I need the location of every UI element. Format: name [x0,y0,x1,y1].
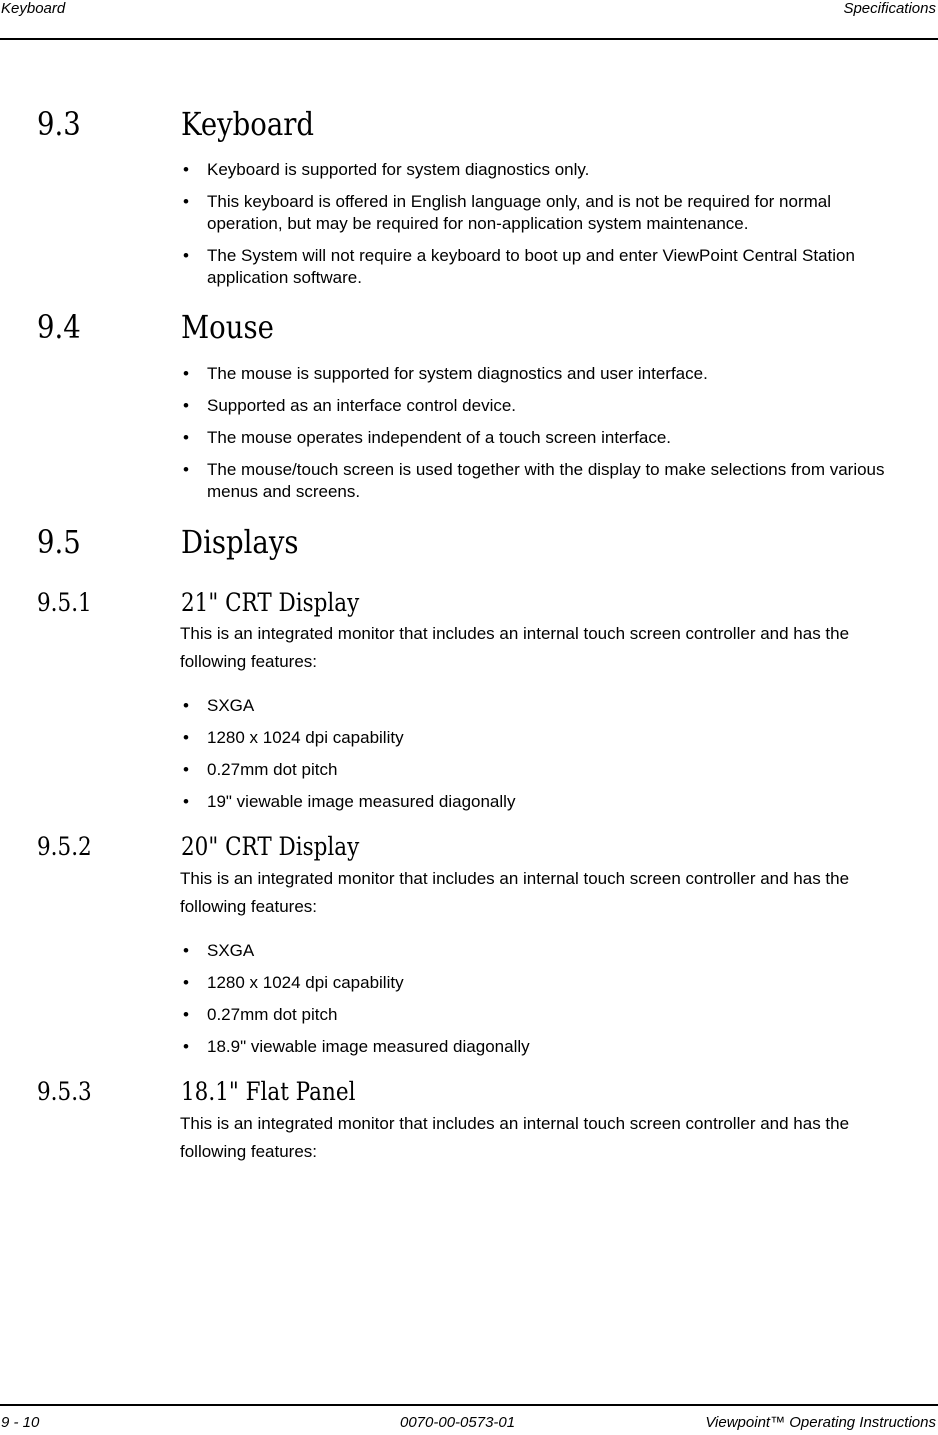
bullet-mark: • [183,192,189,211]
bullet-mark: • [183,696,189,715]
subsection-number-crt20: 9.5.2 [37,832,92,861]
subsection-number-crt21: 9.5.1 [37,588,92,617]
list-item [180,191,900,235]
list-item-text: Supported as an interface control device. [207,396,517,415]
list-item [180,363,900,385]
bullet-mark: • [183,792,189,811]
subsection-title-flat-panel: 18.1" Flat Panel [181,1077,356,1106]
keyboard-bullet-list [180,159,900,299]
list-item-text: 1280 x 1024 dpi capability [207,728,404,747]
list-item-text: SXGA [207,696,255,715]
bullet-mark: • [183,1037,189,1056]
flat-panel-intro-paragraph: This is an integrated monitor that includes an internal touch screen controller and has the following features: [180,1114,850,1161]
section-title-keyboard: Keyboard [181,105,315,143]
list-item-text: This keyboard is offered in English language only, and is not be required for normal operation, but may be required for non-application system maintenance. [207,192,832,233]
list-item-text: 19" viewable image measured diagonally [207,792,516,811]
header-divider [0,38,938,40]
bullet-mark: • [183,760,189,779]
mouse-bullet-list [180,363,900,513]
list-item-text: SXGA [207,941,255,960]
bullet-mark: • [183,728,189,747]
list-item [180,759,900,781]
page-number: 9 - 10 [1,1414,40,1431]
bullet-mark: • [183,941,189,960]
section-number-mouse: 9.4 [37,308,81,346]
list-item [180,427,900,449]
list-item [180,791,900,813]
section-title-mouse: Mouse [181,308,274,346]
bullet-mark: • [183,364,189,383]
list-item-text: The mouse is supported for system diagnostics and user interface. [207,364,708,383]
list-item-text: 18.9" viewable image measured diagonally [207,1037,530,1056]
bullet-mark: • [183,1005,189,1024]
bullet-mark: • [183,396,189,415]
subsection-number-flat-panel: 9.5.3 [37,1077,92,1106]
list-item [180,1036,900,1058]
list-item [180,395,900,417]
crt20-intro-paragraph: This is an integrated monitor that includes an internal touch screen controller and has the following features: [180,869,850,916]
running-header-section: Specifications [843,0,936,17]
manual-title: Viewpoint™ Operating Instructions [705,1414,936,1431]
document-number: 0070-00-0573-01 [400,1414,516,1431]
running-header-chapter: Keyboard [1,0,66,17]
bullet-mark: • [183,973,189,992]
section-number-displays: 9.5 [37,523,81,561]
list-item [180,459,900,503]
list-item [180,695,900,717]
list-item [180,972,900,994]
list-item [180,940,900,962]
list-item-text: 1280 x 1024 dpi capability [207,973,404,992]
section-number-keyboard: 9.3 [37,105,81,143]
list-item-text: Keyboard is supported for system diagnostics only. [207,160,590,179]
list-item-text: 0.27mm dot pitch [207,760,338,779]
list-item-text: The System will not require a keyboard to boot up and enter ViewPoint Central Station application software. [207,246,855,287]
bullet-mark: • [183,428,189,447]
list-item-text: The mouse operates independent of a touch screen interface. [207,428,672,447]
list-item-text: 0.27mm dot pitch [207,1005,338,1024]
crt20-feature-list [180,940,900,1068]
list-item [180,245,900,289]
crt21-intro-paragraph: This is an integrated monitor that includes an internal touch screen controller and has the following features: [180,624,850,671]
bullet-mark: • [183,160,189,179]
bullet-mark: • [183,246,189,265]
section-title-displays: Displays [181,523,299,561]
list-item [180,1004,900,1026]
list-item [180,159,900,181]
subsection-title-crt21: 21" CRT Display [181,588,360,617]
crt21-feature-list [180,695,900,823]
list-item [180,727,900,749]
bullet-mark: • [183,460,189,479]
footer-divider [0,1404,938,1406]
subsection-title-crt20: 20" CRT Display [181,832,360,861]
list-item-text: The mouse/touch screen is used together with the display to make selections from various menus and screens. [207,460,885,501]
